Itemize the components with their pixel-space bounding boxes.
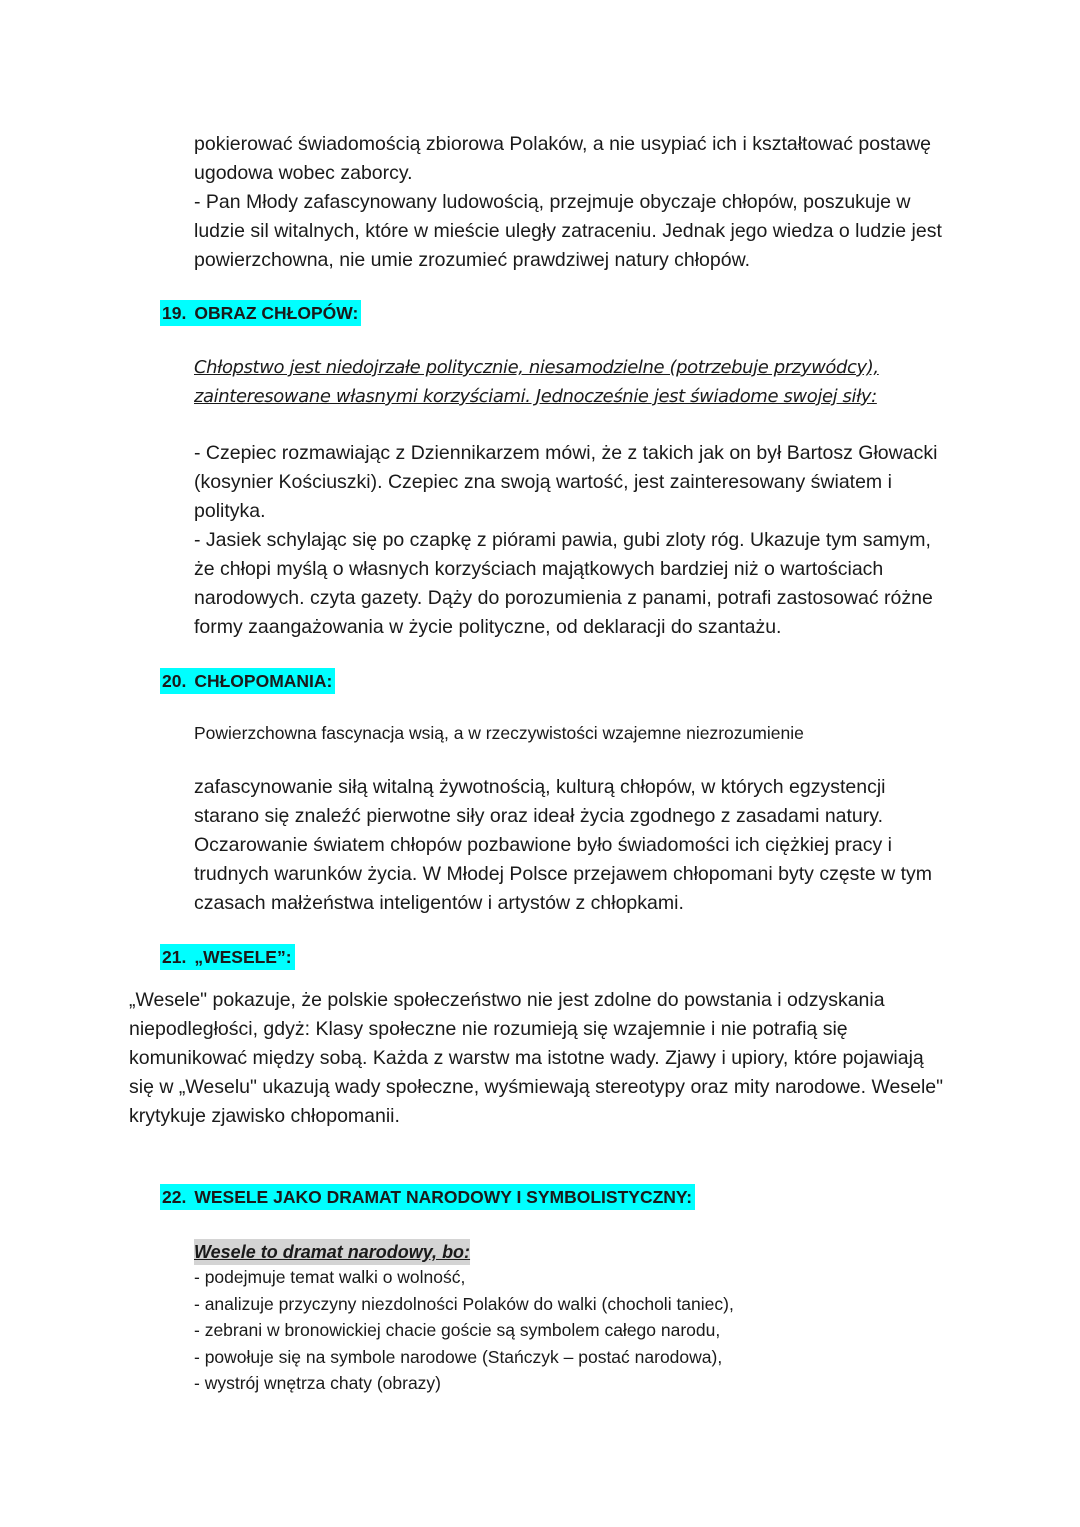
text-line: narodowych. czyta gazety. Dąży do porozumienia z panami, potrafi zastosować różne xyxy=(194,587,933,609)
section-title: WESELE JAKO DRAMAT NARODOWY I SYMBOLISTYCZNY: xyxy=(194,1187,693,1207)
list-item: - wystrój wnętrza chaty (obrazy) xyxy=(194,1373,442,1393)
section-title: „WESELE”: xyxy=(194,947,292,967)
section-number: 20. xyxy=(162,671,187,691)
text-line: Oczarowanie światem chłopów pozbawione było świadomości ich ciężkiej pracy i xyxy=(194,834,892,856)
section-22-list xyxy=(194,1264,994,1397)
section-20-heading xyxy=(160,668,335,694)
section-22-subtitle: Wesele to dramat narodowy, bo: xyxy=(194,1239,470,1265)
text-line: starano się znaleźć pierwotne siły oraz ideał życia zgodnego z zasadami natury. xyxy=(194,805,883,827)
text-line: się w „Weselu" ukazują wady społeczne, wyśmiewają stereotypy oraz mity narodowe. Wesele" xyxy=(129,1076,944,1098)
text-line: - Jasiek schylając się po czapkę z piórami pawia, gubi zloty róg. Ukazuje tym samym, xyxy=(194,529,931,551)
list-item: - zebrani w bronowickiej chacie goście są symbolem całego narodu, xyxy=(194,1320,721,1340)
section-20-body xyxy=(194,773,964,918)
text-line: ludzie sil witalnych, które w mieście uległy zatraceniu. Jednak jego wiedza o ludzie jest xyxy=(194,220,942,242)
text-line: zafascynowanie siłą witalną żywotnością, kulturą chłopów, w których egzystencji xyxy=(194,776,886,798)
text-line: - Czepiec rozmawiając z Dziennikarzem mówi, że z takich jak on był Bartosz Głowacki xyxy=(194,442,938,464)
section-number: 22. xyxy=(162,1187,187,1207)
text-line: powierzchowna, nie umie zrozumieć prawdziwej natury chłopów. xyxy=(194,249,751,271)
section-21-body xyxy=(129,986,959,1131)
text-line: czasach małżeństwa inteligentów i artystów z chłopkami. xyxy=(194,892,684,914)
text-line: Chłopstwo jest niedojrzałe politycznie, niesamodzielne (potrzebuje przywódcy), xyxy=(194,357,879,378)
section-22-subtitle-wrap xyxy=(194,1238,964,1267)
section-21-heading xyxy=(160,944,295,970)
text-line: niepodległości, gdyż: Klasy społeczne nie rozumieją się wzajemnie i nie potrafią się xyxy=(129,1018,848,1040)
text-line: krytykuje zjawisko chłopomanii. xyxy=(129,1105,400,1127)
text-line: „Wesele" pokazuje, że polskie społeczeństwo nie jest zdolne do powstania i odzyskania xyxy=(129,989,885,1011)
text-line: że chłopi myślą o własnych korzyściach majątkowych bardziej niż o wartościach xyxy=(194,558,884,580)
text-line: ugodowa wobec zaborcy. xyxy=(194,162,413,184)
section-title: CHŁOPOMANIA: xyxy=(194,671,333,691)
text-line: (kosynier Kościuszki). Czepiec zna swoją wartość, jest zainteresowany światem i xyxy=(194,471,892,493)
list-item: - podejmuje temat walki o wolność, xyxy=(194,1267,466,1287)
section-number: 21. xyxy=(162,947,187,967)
text-line: zainteresowane własnymi korzyściami. Jednocześnie jest świadome swojej siły: xyxy=(194,386,877,407)
section-20-summary xyxy=(194,721,964,745)
section-22-heading xyxy=(160,1184,695,1210)
section-19-body xyxy=(194,439,964,642)
text-line: trudnych warunków życia. W Młodej Polsce przejawem chłopomani byty częste w tym xyxy=(194,863,933,885)
section-19-summary xyxy=(194,353,964,411)
text-line: komunikować między sobą. Każda z warstw ma istotne wady. Zjawy i upiory, które pojawiają xyxy=(129,1047,924,1069)
intro-paragraph xyxy=(194,130,964,275)
text-line: Powierzchowna fascynacja wsią, a w rzeczywistości wzajemne niezrozumienie xyxy=(194,723,804,743)
text-line: pokierować świadomością zbiorowa Polaków, a nie usypiać ich i kształtować postawę xyxy=(194,133,932,155)
section-19-heading xyxy=(160,300,361,326)
text-line: formy zaangażowania w życie polityczne, od deklaracji do szantażu. xyxy=(194,616,782,638)
section-number: 19. xyxy=(162,303,187,323)
text-line: - Pan Młody zafascynowany ludowością, przejmuje obyczaje chłopów, poszukuje w xyxy=(194,191,911,213)
list-item: - powołuje się na symbole narodowe (Stańczyk – postać narodowa), xyxy=(194,1346,723,1367)
list-item: - analizuje przyczyny niezdolności Polaków do walki (chocholi taniec), xyxy=(194,1293,734,1314)
text-line: polityka. xyxy=(194,500,266,522)
section-title: OBRAZ CHŁOPÓW: xyxy=(194,303,359,323)
